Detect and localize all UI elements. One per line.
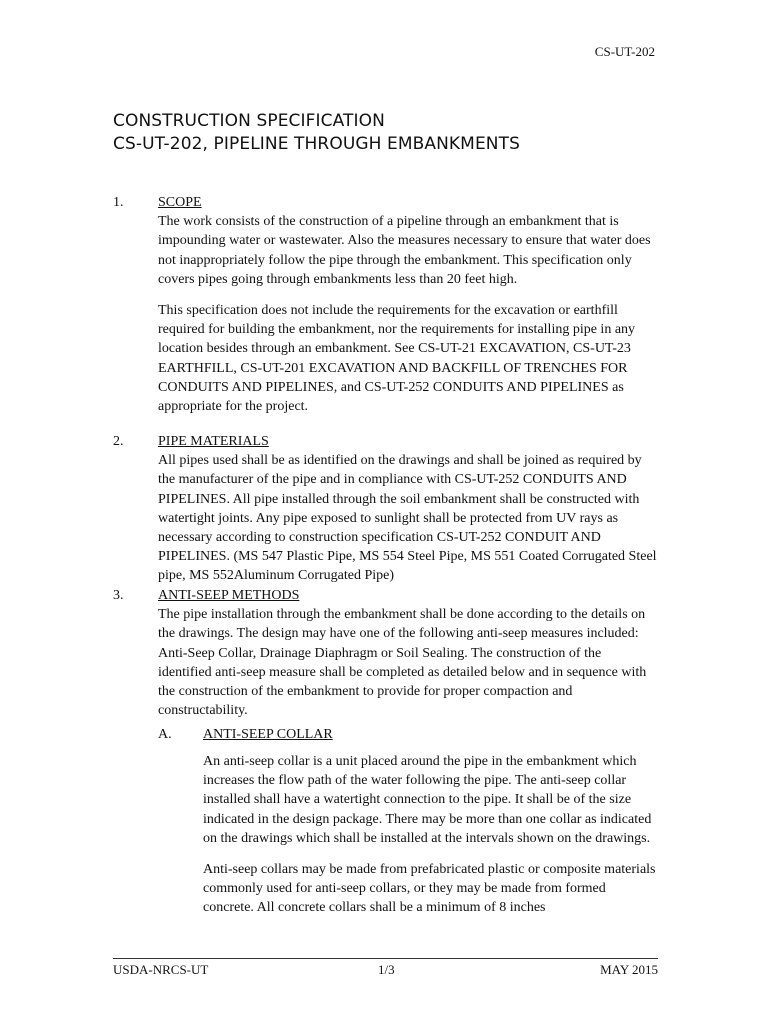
section-paragraph: The pipe installation through the embankment shall be done according to the details on the drawings. The design may have one of the following anti-seep measures included: Anti-Seep Collar, Drainage Diaphragm or Soil Sealing. The construction of the identified anti-seep measure shall be completed as detailed below and in sequence with the construction of the embankment to provide for proper compaction and constructability. <box>158 607 647 719</box>
page-header-doc-id: CS-UT-202 <box>594 44 655 59</box>
document-title <box>113 110 520 156</box>
section-number: 2. <box>113 434 124 449</box>
subsection-paragraph: Anti-seep collars may be made from prefabricated plastic or composite materials commonly used for anti-seep collars, or they may be made from formed concrete. All concrete collars shall be a minimum of 8 inches <box>203 862 656 916</box>
page-footer <box>113 958 658 977</box>
footer-page-number: 1/3 <box>378 962 395 977</box>
subsection-body <box>203 752 658 930</box>
subsection-heading: ANTI-SEEP COLLAR <box>203 727 333 742</box>
section-heading: PIPE MATERIALS <box>158 434 269 449</box>
footer-agency: USDA-NRCS-UT <box>113 962 209 977</box>
section-paragraph: The work consists of the construction of a pipeline through an embankment that is impounding water or wastewater. Also the measures necessary to ensure that water does not inappropriately follow the pipe through the embankment. This specification only covers pipes going through embankments less than 20 feet high. <box>158 214 651 287</box>
section-number: 3. <box>113 588 124 603</box>
title-line-1: CONSTRUCTION SPECIFICATION <box>113 111 385 131</box>
section-scope <box>113 193 658 428</box>
section-number: 1. <box>113 195 124 210</box>
section-paragraph: All pipes used shall be as identified on the drawings and shall be joined as required by the manufacturer of the pipe and in compliance with CS-UT-252 CONDUITS AND PIPELINES. All pipe installed through the soil embankment shall be constructed with watertight joints. Any pipe exposed to sunlight shall be protected from UV rays as necessary according to construction specification CS-UT-252 CONDUIT AND PIPELINES. (MS 547 Plastic Pipe, MS 554 Steel Pipe, MS 551 Coated Corrugated Steel pipe, MS 552Aluminum Corrugated Pipe) <box>158 453 657 584</box>
title-line-2: CS-UT-202, PIPELINE THROUGH EMBANKMENTS <box>113 134 520 154</box>
section-anti-seep-methods <box>113 586 658 732</box>
section-paragraph: This specification does not include the requirements for the excavation or earthfill required for building the embankment, nor the requirements for installing pipe in any location besides through an embankment. See CS-UT-21 EXCAVATION, CS-UT-23 EARTHFILL, CS-UT-201 EXCAVATION AND BACKFILL OF TRENCHES FOR CONDUITS AND PIPELINES, and CS-UT-252 CONDUITS AND PIPELINES as appropriate for the project. <box>158 303 636 415</box>
footer-date: MAY 2015 <box>600 962 658 977</box>
subsection-anti-seep-collar <box>158 725 658 744</box>
subsection-letter: A. <box>158 727 172 742</box>
subsection-paragraph: An anti-seep collar is a unit placed around the pipe in the embankment which increases the flow path of the water following the pipe. The anti-seep collar installed shall have a watertight connection to the pipe. It shall be of the size indicated in the design package. There may be more than one collar as indicated on the drawings which shall be installed at the intervals shown on the drawings. <box>203 754 652 846</box>
section-heading: ANTI-SEEP METHODS <box>158 588 300 603</box>
section-heading: SCOPE <box>158 195 202 210</box>
section-pipe-materials <box>113 432 658 598</box>
